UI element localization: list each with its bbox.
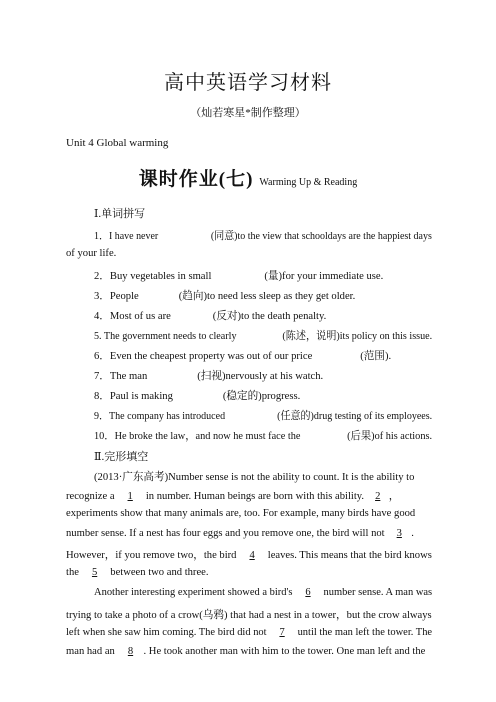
cloze-blank: 2 [375, 491, 381, 502]
cloze-line: the 5 between two and three. [66, 567, 209, 578]
section-1-heading: Ⅰ.单词拼写 [94, 208, 146, 220]
cloze-blank: 7 [279, 627, 285, 638]
cloze-blank: 4 [249, 550, 255, 561]
lesson-title: 课时作业(七) [138, 169, 254, 190]
spelling-item-3: 3．People (趋向)to need less sleep as they get older. [94, 291, 356, 302]
cloze-blank: 6 [305, 587, 311, 598]
lesson-subtitle: Warming Up & Reading [259, 177, 358, 188]
cloze-line: left when she saw him coming. The bird did not 7 until the man left the tower. The [66, 627, 433, 638]
cloze-line: trying to take a photo of a crow(乌鸦) that had a nest in a tower，but the crow always [66, 610, 432, 621]
cloze-line: (2013·广东高考)Number sense is not the ability to count. It is the ability to [94, 472, 415, 483]
cloze-line: man had an 8 . He took another man with him to the tower. One man left and the [66, 646, 426, 657]
cloze-line: experiments show that many animals are, too. For example, many birds have good [66, 508, 416, 519]
spelling-item-1: 1．I have never (同意)to the view that schooldays are the happiest days [94, 231, 432, 242]
cloze-line: number sense. If a nest has four eggs and you remove one, the bird will not 3 . [66, 528, 414, 539]
spelling-item-1-continuation: of your life. [66, 248, 117, 259]
spelling-item-4: 4．Most of us are (反对)to the death penalty. [94, 311, 327, 322]
cloze-line: Another interesting experiment showed a bird's 6 number sense. A man was [94, 587, 433, 598]
cloze-line: However，if you remove two，the bird 4 leaves. This means that the bird knows [66, 550, 432, 561]
page-title: 高中英语学习材料 [164, 72, 332, 94]
cloze-blank: 8 [127, 646, 134, 657]
spelling-item-9: 9．The company has introduced (任意的)drug testing of its employees. [94, 411, 433, 422]
lesson-heading [0, 164, 496, 191]
page-subtitle: （灿若寒星*制作整理） [190, 107, 306, 119]
spelling-item-7: 7．The man (扫视)nervously at his watch. [94, 371, 324, 382]
cloze-line: recognize a 1 in number. Human beings are born with this ability. 2 ， [66, 491, 400, 502]
spelling-item-2: 2．Buy vegetables in small (量)for your immediate use. [94, 271, 384, 282]
cloze-blank: 5 [91, 567, 98, 578]
section-2-heading: Ⅱ.完形填空 [94, 451, 149, 463]
unit-line: Unit 4 Global warming [66, 137, 169, 149]
spelling-item-5: 5. The government needs to clearly (陈述，说明)its policy on this issue. [94, 331, 433, 342]
spelling-item-8: 8．Paul is making (稳定的)progress. [94, 391, 301, 402]
cloze-blank: 3 [396, 528, 402, 539]
spelling-item-6: 6．Even the cheapest property was out of our price (范围). [94, 351, 392, 362]
cloze-blank: 1 [127, 491, 133, 502]
spelling-item-10: 10．He broke the law，and now he must face the (后果)of his actions. [94, 431, 433, 442]
